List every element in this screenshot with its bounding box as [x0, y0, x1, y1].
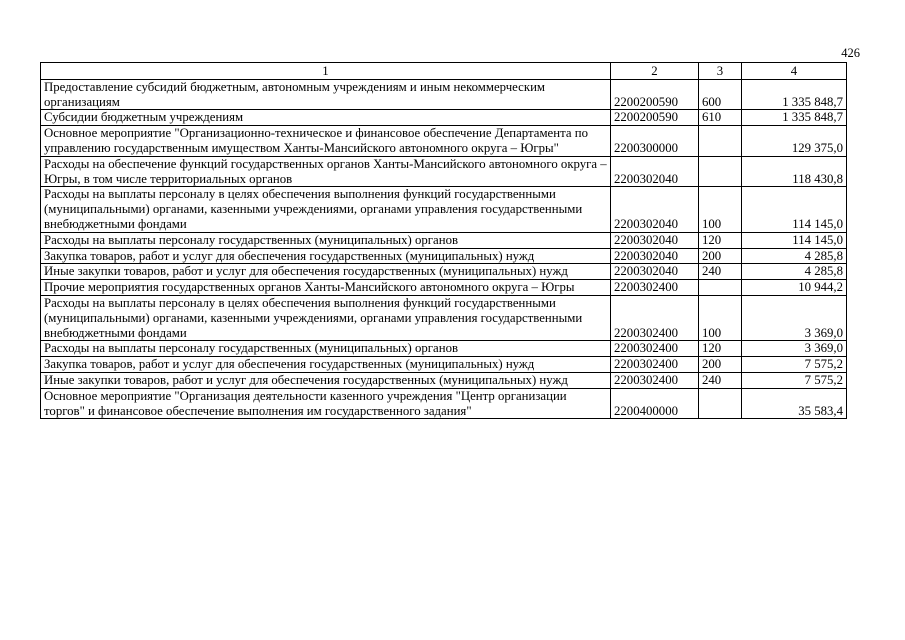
row-code-cell: 2200302400	[611, 295, 699, 340]
row-code-cell: 2200300000	[611, 126, 699, 157]
row-type-cell	[699, 156, 742, 187]
row-code-cell: 2200302400	[611, 372, 699, 388]
header-row	[41, 63, 847, 80]
row-code-cell: 2200302040	[611, 232, 699, 248]
table-row	[41, 372, 847, 388]
row-type-cell: 120	[699, 232, 742, 248]
row-code-cell: 2200302400	[611, 357, 699, 373]
row-name-cell: Основное мероприятие "Организация деятельности казенного учреждения "Центр организации торгов" и финансовое обеспечение выполнения им государственного задания"	[41, 388, 611, 419]
row-sum-cell: 3 369,0	[742, 341, 847, 357]
page-number: 426	[841, 46, 860, 60]
row-code-cell: 2200302040	[611, 248, 699, 264]
row-name-cell: Предоставление субсидий бюджетным, автономным учреждениям и иным некоммерческим организациям	[41, 79, 611, 110]
row-type-cell: 200	[699, 248, 742, 264]
row-sum-cell: 1 335 848,7	[742, 79, 847, 110]
row-name-cell: Прочие мероприятия государственных органов Ханты-Мансийского автономного округа – Югры	[41, 280, 611, 296]
row-name-cell: Расходы на выплаты персоналу государственных (муниципальных) органов	[41, 341, 611, 357]
row-code-cell: 2200302040	[611, 264, 699, 280]
row-type-cell: 200	[699, 357, 742, 373]
row-name-cell: Расходы на выплаты персоналу государственных (муниципальных) органов	[41, 232, 611, 248]
row-sum-cell: 114 145,0	[742, 187, 847, 232]
table-row	[41, 187, 847, 232]
row-type-cell: 240	[699, 264, 742, 280]
table-row	[41, 341, 847, 357]
row-type-cell: 100	[699, 187, 742, 232]
table-body	[41, 79, 847, 419]
header-col-1: 1	[41, 63, 611, 80]
row-name-cell: Расходы на выплаты персоналу в целях обеспечения выполнения функций государственными (муниципальными) органами, казенными учреждениями, органами управления государственными внебюджетными фондами	[41, 295, 611, 340]
row-code-cell: 2200200590	[611, 79, 699, 110]
table-row	[41, 388, 847, 419]
table-row	[41, 357, 847, 373]
row-type-cell: 600	[699, 79, 742, 110]
row-name-cell: Субсидии бюджетным учреждениям	[41, 110, 611, 126]
table-row	[41, 156, 847, 187]
row-name-cell: Закупка товаров, работ и услуг для обеспечения государственных (муниципальных) нужд	[41, 357, 611, 373]
row-name-cell: Иные закупки товаров, работ и услуг для обеспечения государственных (муниципальных) нужд	[41, 264, 611, 280]
row-name-cell: Расходы на выплаты персоналу в целях обеспечения выполнения функций государственными (муниципальными) органами, казенными учреждениями, органами управления государственными внебюджетными фондами	[41, 187, 611, 232]
row-type-cell	[699, 280, 742, 296]
row-sum-cell: 114 145,0	[742, 232, 847, 248]
row-code-cell: 2200302040	[611, 187, 699, 232]
header-col-4: 4	[742, 63, 847, 80]
table-row	[41, 232, 847, 248]
row-sum-cell: 7 575,2	[742, 372, 847, 388]
row-sum-cell: 1 335 848,7	[742, 110, 847, 126]
table-row	[41, 79, 847, 110]
header-col-2: 2	[611, 63, 699, 80]
budget-table	[40, 62, 847, 419]
row-name-cell: Закупка товаров, работ и услуг для обеспечения государственных (муниципальных) нужд	[41, 248, 611, 264]
row-type-cell: 120	[699, 341, 742, 357]
row-sum-cell: 118 430,8	[742, 156, 847, 187]
row-name-cell: Иные закупки товаров, работ и услуг для обеспечения государственных (муниципальных) нужд	[41, 372, 611, 388]
row-type-cell	[699, 388, 742, 419]
table-row	[41, 295, 847, 340]
table-row	[41, 264, 847, 280]
table-row	[41, 280, 847, 296]
row-code-cell: 2200400000	[611, 388, 699, 419]
row-type-cell: 240	[699, 372, 742, 388]
row-code-cell: 2200200590	[611, 110, 699, 126]
table-row	[41, 248, 847, 264]
row-sum-cell: 3 369,0	[742, 295, 847, 340]
table-header	[41, 63, 847, 80]
row-sum-cell: 4 285,8	[742, 248, 847, 264]
row-sum-cell: 129 375,0	[742, 126, 847, 157]
row-type-cell: 100	[699, 295, 742, 340]
row-sum-cell: 10 944,2	[742, 280, 847, 296]
row-sum-cell: 7 575,2	[742, 357, 847, 373]
row-sum-cell: 35 583,4	[742, 388, 847, 419]
header-col-3: 3	[699, 63, 742, 80]
row-code-cell: 2200302400	[611, 280, 699, 296]
table-row	[41, 126, 847, 157]
row-code-cell: 2200302400	[611, 341, 699, 357]
row-sum-cell: 4 285,8	[742, 264, 847, 280]
table-row	[41, 110, 847, 126]
row-type-cell	[699, 126, 742, 157]
row-type-cell: 610	[699, 110, 742, 126]
row-name-cell: Расходы на обеспечение функций государственных органов Ханты-Мансийского автономного округа – Югры, в том числе территориальных органов	[41, 156, 611, 187]
row-name-cell: Основное мероприятие "Организационно-техническое и финансовое обеспечение Департамента по управлению государственным имуществом Ханты-Мансийского автономного округа – Югры"	[41, 126, 611, 157]
row-code-cell: 2200302040	[611, 156, 699, 187]
